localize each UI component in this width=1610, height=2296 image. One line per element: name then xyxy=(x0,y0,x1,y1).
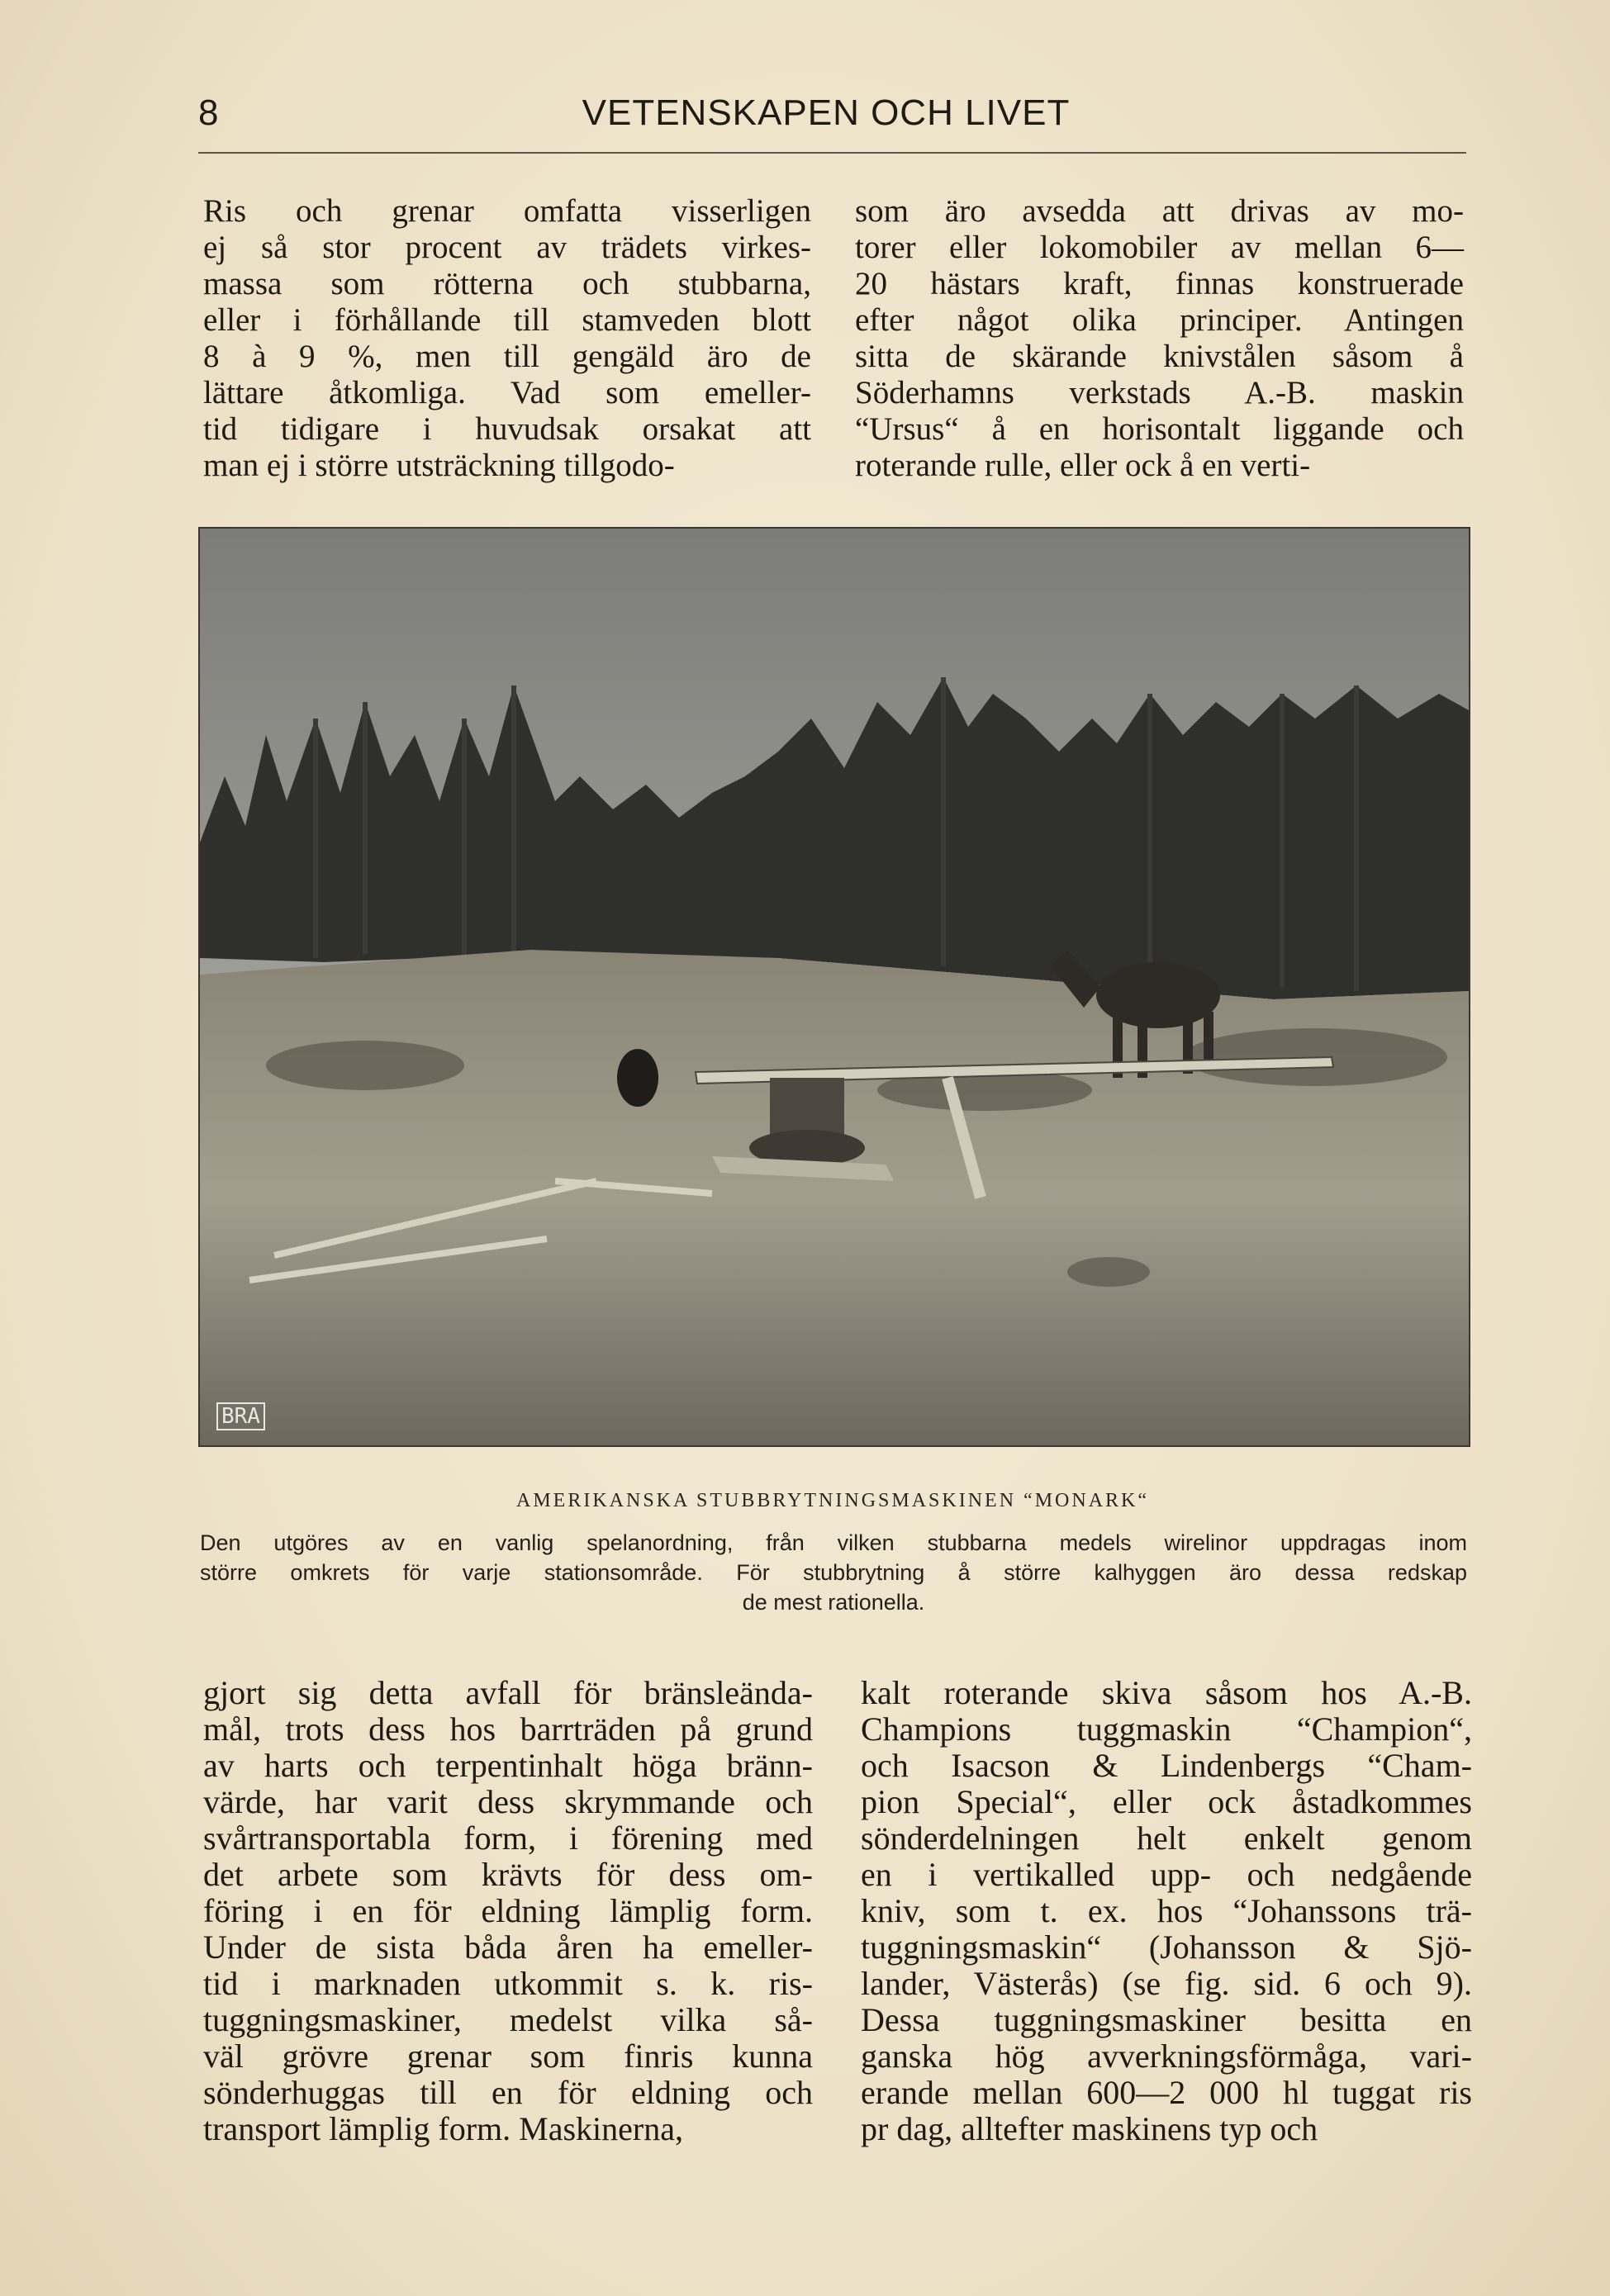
text-line: Under de sista båda åren ha emeller- xyxy=(203,1928,813,1966)
bottom-left-column xyxy=(203,1675,813,2147)
text-line: sönderhuggas till en för eldning och xyxy=(203,2074,813,2111)
text-line: mål, trots dess hos barrträden på grund xyxy=(203,1710,813,1748)
text-line: väl grövre grenar som finris kunna xyxy=(203,2037,813,2075)
text-line: en i vertikalled upp- och nedgående xyxy=(861,1856,1472,1893)
text-line: Champions tuggmaskin “Champion“, xyxy=(861,1710,1472,1748)
figure-caption xyxy=(200,1528,1467,1617)
text-line: pr dag, alltefter maskinens typ och xyxy=(861,2110,1318,2147)
text-line: Ris och grenar omfatta visserligen xyxy=(203,193,811,229)
text-line: gjort sig detta avfall för bränsleända- xyxy=(203,1674,813,1711)
text-line: Söderhamns verkstads A.-B. maskin xyxy=(855,375,1464,410)
text-line: 20 hästars kraft, finnas konstruerade xyxy=(855,266,1464,301)
text-line: sönderdelningen helt enkelt genom xyxy=(861,1819,1472,1857)
text-line: lander, Västerås) (se fig. sid. 6 och 9). xyxy=(861,1965,1472,2002)
text-line: av harts och terpentinhalt höga bränn- xyxy=(203,1747,813,1784)
top-left-column xyxy=(203,193,811,484)
photo-illustration xyxy=(200,529,1469,1445)
text-line: och Isacson & Lindenbergs “Cham- xyxy=(861,1747,1472,1784)
text-line: tuggningsmaskin“ (Johansson & Sjö- xyxy=(861,1928,1472,1966)
text-line: man ej i större utsträckning tillgodo- xyxy=(203,448,675,483)
top-right-column xyxy=(855,193,1464,484)
text-line: roterande rulle, eller ock å en verti- xyxy=(855,448,1311,483)
stump-puller-photo xyxy=(198,527,1470,1447)
text-line: eller i förhållande till stamveden blott xyxy=(203,302,811,338)
text-line: Dessa tuggningsmaskiner besitta en xyxy=(861,2001,1472,2038)
text-line: torer eller lokomobiler av mellan 6— xyxy=(855,230,1464,265)
text-line: tid tidigare i huvudsak orsakat att xyxy=(203,411,811,447)
text-line: erande mellan 600—2 000 hl tuggat ris xyxy=(861,2074,1472,2111)
text-line: ganska hög avverkningsförmåga, vari- xyxy=(861,2037,1472,2075)
text-line: tid i marknaden utkommit s. k. ris- xyxy=(203,1965,813,2002)
text-line: 8 à 9 %, men till gengäld äro de xyxy=(203,339,811,374)
text-line: kalt roterande skiva såsom hos A.-B. xyxy=(861,1674,1472,1711)
text-line: massa som rötterna och stubbarna, xyxy=(203,266,811,301)
text-line: lättare åtkomliga. Vad som emeller- xyxy=(203,375,811,410)
page-number: 8 xyxy=(198,93,220,133)
text-line: sitta de skärande knivstålen såsom å xyxy=(855,339,1464,374)
bottom-right-column xyxy=(861,1675,1472,2147)
text-line: det arbete som krävts för dess om- xyxy=(203,1856,813,1893)
text-line: svårtransportabla form, i förening med xyxy=(203,1819,813,1857)
caption-line: de mest rationella. xyxy=(742,1590,925,1615)
running-title: VETENSKAPEN OCH LIVET xyxy=(582,93,1071,133)
text-line: ej så stor procent av trädets virkes- xyxy=(203,230,811,265)
text-line: föring i en för eldning lämplig form. xyxy=(203,1892,813,1929)
caption-line: Den utgöres av en vanlig spelanordning, från vilken stubbarna medels wirelinor uppdragas inom xyxy=(200,1530,1467,1555)
text-line: som äro avsedda att drivas av mo- xyxy=(855,193,1464,229)
text-line: pion Special“, eller ock åstadkommes xyxy=(861,1783,1472,1820)
figure-title: AMERIKANSKA STUBBRYTNINGSMASKINEN “MONARK“ xyxy=(515,1490,1150,1511)
text-line: “Ursus“ å en horisontalt liggande och xyxy=(855,411,1464,447)
page-header xyxy=(198,93,1466,154)
photo-mark: BRA xyxy=(216,1402,265,1430)
caption-line: större omkrets för varje stationsområde. För stubbrytning å större kalhyggen äro dessa redskap xyxy=(200,1560,1467,1585)
text-line: efter något olika principer. Antingen xyxy=(855,302,1464,338)
text-line: kniv, som t. ex. hos “Johanssons trä- xyxy=(861,1892,1472,1929)
text-line: värde, har varit dess skrymmande och xyxy=(203,1783,813,1820)
text-line: tuggningsmaskiner, medelst vilka så- xyxy=(203,2001,813,2038)
text-line: transport lämplig form. Maskinerna, xyxy=(203,2110,683,2147)
